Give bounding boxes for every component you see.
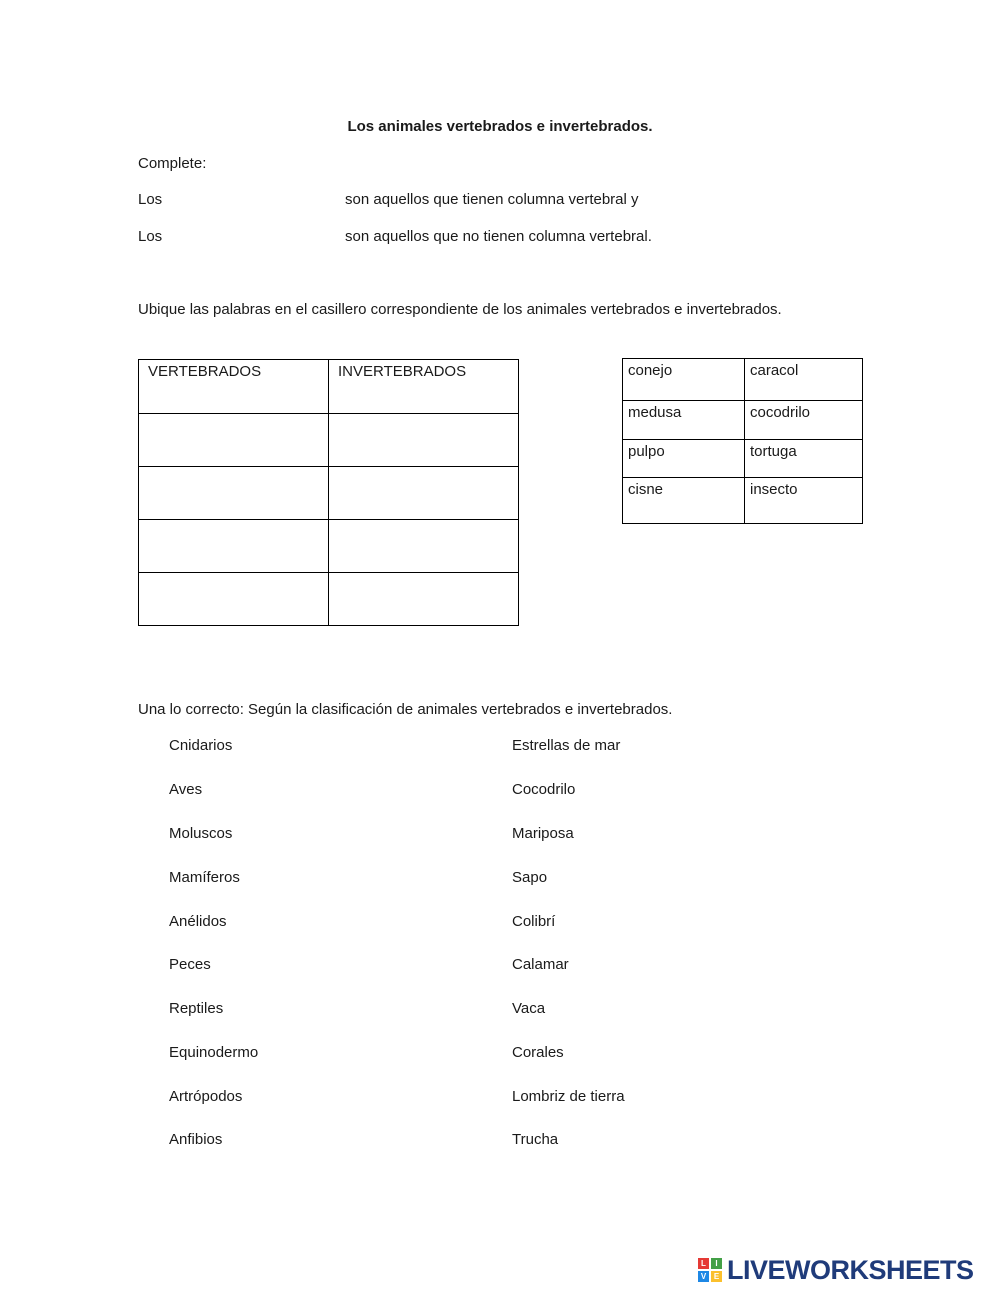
match-right-item[interactable]: Trucha [512, 1131, 559, 1148]
match-right-item[interactable]: Cocodrilo [512, 781, 576, 798]
match-right-item[interactable]: Sapo [512, 869, 548, 886]
sentence-2-start: Los [138, 228, 163, 245]
drop-cell-vertebrados[interactable] [139, 520, 329, 573]
word-conejo[interactable]: conejo [623, 359, 745, 401]
match-instruction: Una lo correcto: Según la clasificación de animales vertebrados e invertebrados. [138, 701, 673, 718]
logo-block-v: V [698, 1271, 709, 1282]
table-row [623, 359, 863, 401]
match-right-item[interactable]: Lombriz de tierra [512, 1088, 625, 1105]
match-left-item[interactable]: Equinodermo [169, 1044, 259, 1061]
table-row [139, 573, 519, 626]
word-bank-table [622, 358, 863, 524]
drop-cell-invertebrados[interactable] [329, 467, 519, 520]
word-cocodrilo[interactable]: cocodrilo [745, 401, 863, 440]
word-tortuga[interactable]: tortuga [745, 440, 863, 478]
match-right-item[interactable]: Estrellas de mar [512, 737, 621, 754]
sentence-1-start: Los [138, 191, 163, 208]
match-left-item[interactable]: Anfibios [169, 1131, 223, 1148]
table-row [139, 520, 519, 573]
complete-label: Complete: [138, 155, 207, 172]
logo-blocks-icon [698, 1258, 722, 1282]
match-left-item[interactable]: Aves [169, 781, 203, 798]
match-left-item[interactable]: Reptiles [169, 1000, 224, 1017]
word-caracol[interactable]: caracol [745, 359, 863, 401]
table-row [139, 467, 519, 520]
table-row [623, 401, 863, 440]
table-row [139, 360, 519, 414]
word-cisne[interactable]: cisne [623, 478, 745, 524]
match-right-item[interactable]: Corales [512, 1044, 564, 1061]
match-left-item[interactable]: Cnidarios [169, 737, 233, 754]
table-row [139, 414, 519, 467]
sentence-1-end: son aquellos que tienen columna vertebral y [345, 191, 639, 208]
logo-block-l: L [698, 1258, 709, 1269]
sentence-2-end: son aquellos que no tienen columna vertebral. [345, 228, 652, 245]
match-right-item[interactable]: Vaca [512, 1000, 546, 1017]
table-row [623, 440, 863, 478]
header-invertebrados: INVERTEBRADOS [329, 360, 519, 414]
match-left-item[interactable]: Moluscos [169, 825, 233, 842]
classification-table [138, 359, 519, 626]
drop-cell-invertebrados[interactable] [329, 414, 519, 467]
match-left-item[interactable]: Anélidos [169, 913, 227, 930]
word-pulpo[interactable]: pulpo [623, 440, 745, 478]
drop-cell-vertebrados[interactable] [139, 467, 329, 520]
logo-block-e: E [711, 1271, 722, 1282]
match-left-item[interactable]: Peces [169, 956, 211, 973]
worksheet-title: Los animales vertebrados e invertebrados. [347, 118, 653, 135]
match-right-item[interactable]: Calamar [512, 956, 569, 973]
word-insecto[interactable]: insecto [745, 478, 863, 524]
classify-instruction: Ubique las palabras en el casillero correspondiente de los animales vertebrados e invertebrados. [138, 301, 782, 318]
drop-cell-vertebrados[interactable] [139, 573, 329, 626]
match-left-item[interactable]: Artrópodos [169, 1088, 243, 1105]
match-right-item[interactable]: Mariposa [512, 825, 574, 842]
table-row [623, 478, 863, 524]
liveworksheets-logo [698, 1256, 974, 1284]
drop-cell-invertebrados[interactable] [329, 520, 519, 573]
match-right-item[interactable]: Colibrí [512, 913, 556, 930]
header-vertebrados: VERTEBRADOS [139, 360, 329, 414]
drop-cell-invertebrados[interactable] [329, 573, 519, 626]
word-medusa[interactable]: medusa [623, 401, 745, 440]
logo-block-i: I [711, 1258, 722, 1269]
match-left-item[interactable]: Mamíferos [169, 869, 240, 886]
drop-cell-vertebrados[interactable] [139, 414, 329, 467]
logo-text: LIVEWORKSHEETS [727, 1255, 974, 1285]
